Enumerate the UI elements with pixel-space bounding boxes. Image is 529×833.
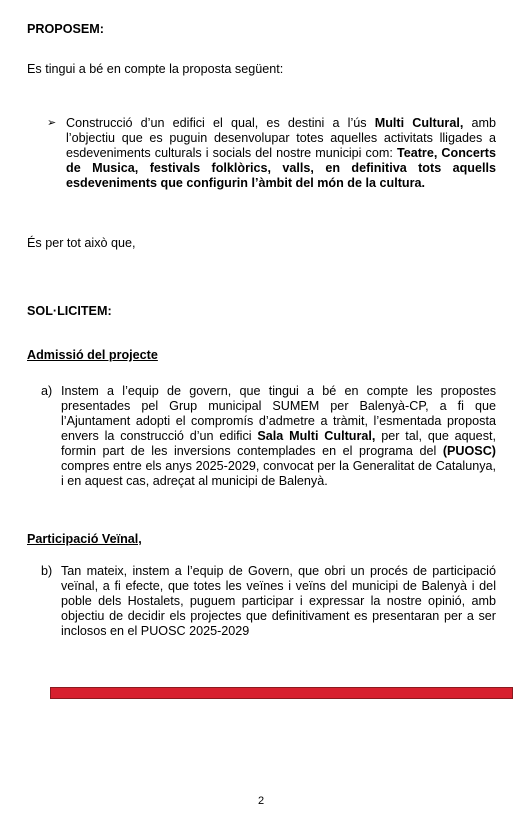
red-divider-bar [50,687,513,699]
item-b-paragraph: Tan mateix, instem a l’equip de Govern, que obri un procés de participació veïnal, a fi efecte, que totes les veïnes i veïns del municipi de Balenyà i del poble dels Hostalets, puguem participar i expressar la nostre opinió, amb objectiu de decidir els projectes que definitivament es presentaran per a ser inclosos en el PUOSC 2025-2029 [61,564,496,638]
item-a-paragraph [61,384,496,489]
proposal-paragraph [66,116,496,191]
proposal-bold-2: Teatre, Concerts de Musica, festivals folklòrics, valls, en definitiva tots aquells esdeveniments que configurin l’àmbit del món de la cultura. [66,146,496,190]
page-number: 2 [258,795,265,807]
proposal-text-1: Construcció d’un edifici el qual, es destini a l’ús [66,116,375,130]
proposal-text-2: amb l’objectiu que es puguin desenvolupar totes aquelles activitats lligades a esdeveniments culturals i socials del nostre municipi com: [66,116,496,160]
item-b-marker: b) [41,564,53,578]
item-a-bold-2: (PUOSC) [442,444,496,458]
item-a-bold-1: Sala Multi Cultural, [257,429,376,443]
arrow-bullet-icon: ➢ [47,117,57,129]
item-a-text-2: per tal, que aquest, formin part de les inversions contemplades en el programa del [61,429,496,458]
item-a-text-1: Instem a l’equip de govern, que tingui a bé en compte les propostes presentades pel Grup municipal SUMEM per Balenyà-CP, a fi que l’Ajuntament adopti el compromís d’admetre a tràmit, l’esmentada proposta envers la construcció d’un edifici [61,384,496,443]
intro-text: Es tingui a bé en compte la proposta següent: [27,62,284,76]
solicitem-heading: SOL·LICITEM: [27,304,112,318]
proposem-heading: PROPOSEM: [27,22,104,36]
proposal-bold-1: Multi Cultural, [374,116,464,130]
item-a-text-3: compres entre els anys 2025-2029, convocat per la Generalitat de Catalunya, i en aquest cas, adreçat al municipi de Balenyà. [61,459,496,488]
section-a-title: Admissió del projecte [27,348,158,362]
per-tot-text: És per tot això que, [27,236,136,250]
section-b-title: Participació Veïnal, [27,532,142,546]
item-a-marker: a) [41,384,53,398]
